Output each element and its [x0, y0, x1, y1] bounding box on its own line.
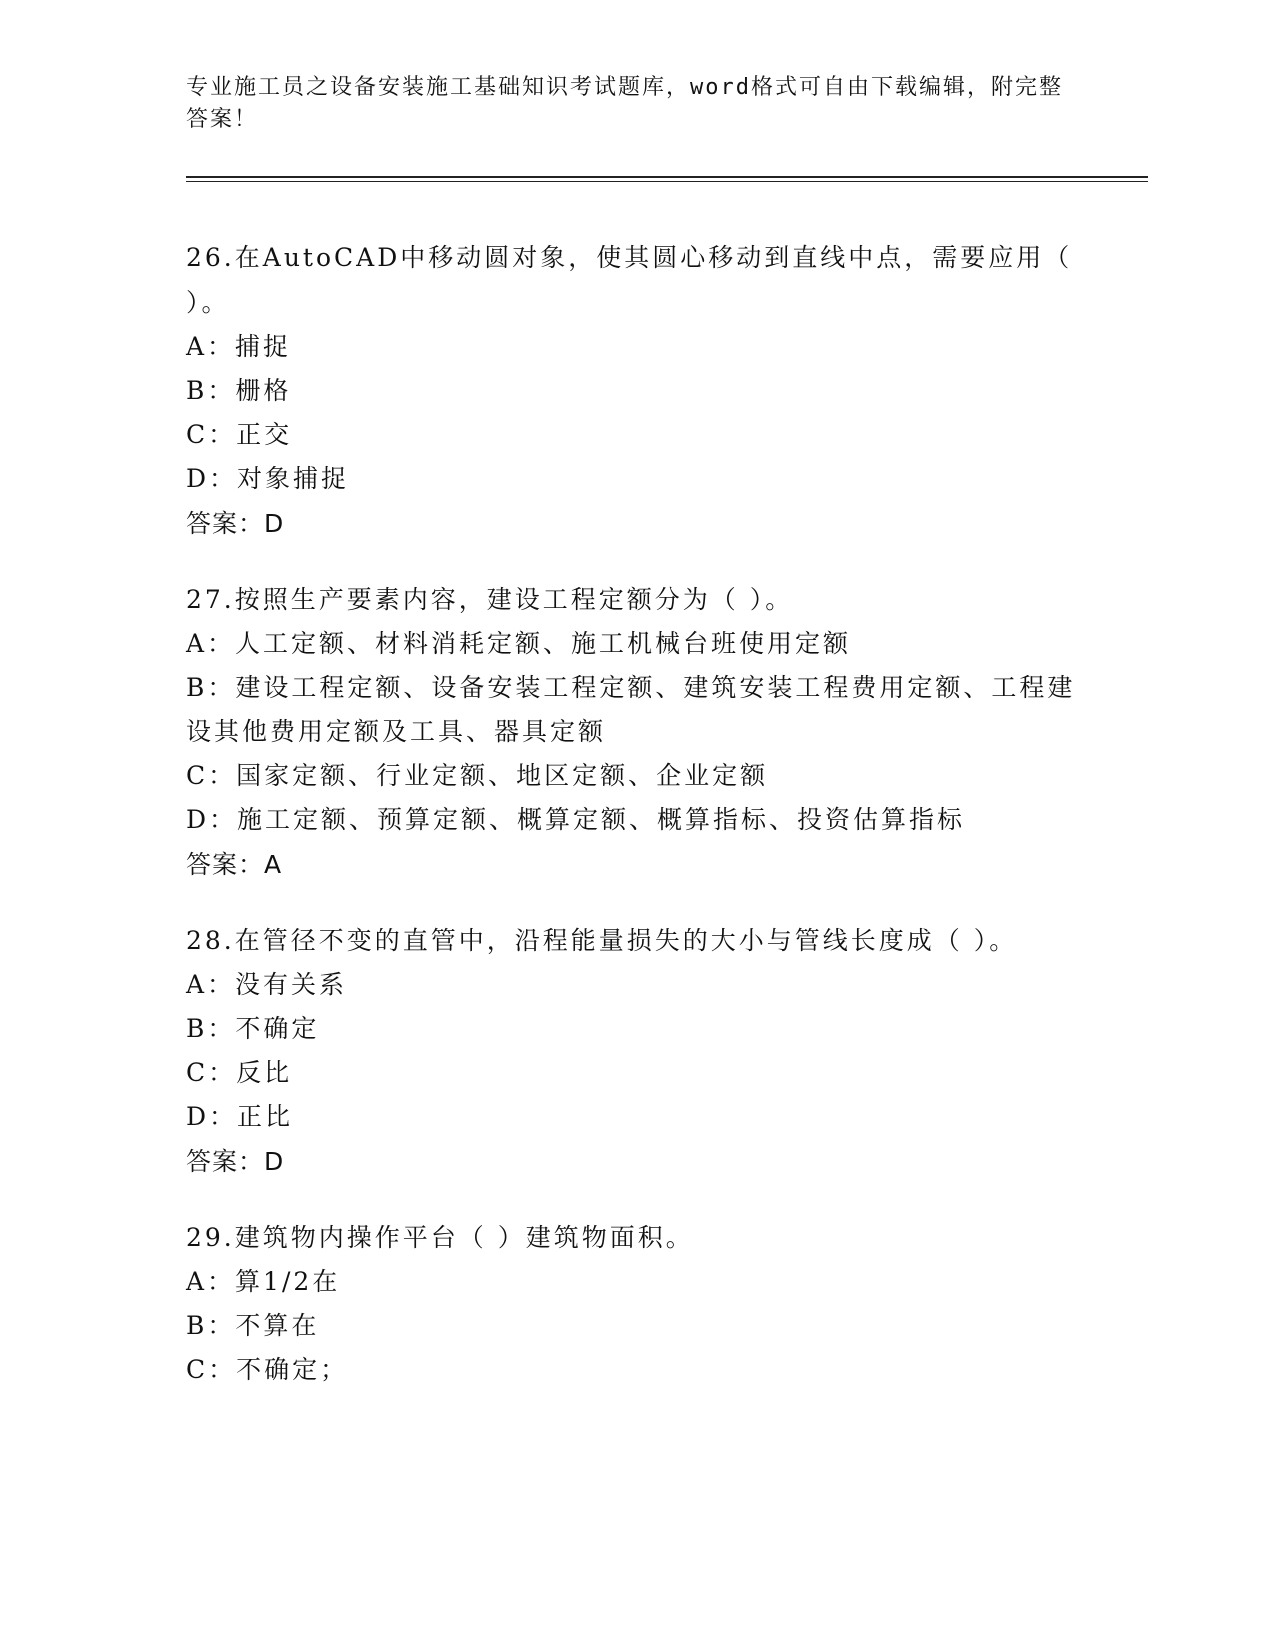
option-d: D：施工定额、预算定额、概算定额、概算指标、投资估算指标 [186, 805, 966, 834]
option-a: A：没有关系 [186, 970, 348, 999]
document-header: 专业施工员之设备安装施工基础知识考试题库，word格式可自由下载编辑，附完整答案！ [186, 75, 1063, 132]
option-c: C：正交 [186, 420, 293, 449]
question-28 [186, 918, 1076, 1185]
header-divider-thin [186, 181, 1148, 182]
option-a: A：算1/2在 [186, 1267, 341, 1296]
option-b: B：不确定 [186, 1014, 320, 1043]
option-d: D：正比 [186, 1102, 294, 1131]
answer-line: 答案：D [186, 509, 285, 538]
question-text: 26.在AutoCAD中移动圆对象，使其圆心移动到直线中点，需要应用（ ）。 [186, 243, 1073, 317]
option-b: B：栅格 [186, 376, 292, 405]
answer-line: 答案：A [186, 850, 283, 879]
answer-line: 答案：D [186, 1147, 285, 1176]
question-text: 29.建筑物内操作平台（ ）建筑物面积。 [186, 1223, 694, 1252]
option-d: D：对象捕捉 [186, 464, 350, 493]
option-c: C：不确定； [186, 1355, 349, 1384]
option-a: A：捕捉 [186, 332, 292, 361]
question-text: 27.按照生产要素内容，建设工程定额分为（ ）。 [186, 585, 794, 614]
question-list [186, 235, 1076, 1422]
option-b: B：不算在 [186, 1311, 320, 1340]
question-26 [186, 235, 1076, 547]
header-divider-thick [186, 176, 1148, 178]
option-c: C：国家定额、行业定额、地区定额、企业定额 [186, 761, 769, 790]
option-a: A：人工定额、材料消耗定额、施工机械台班使用定额 [186, 629, 852, 658]
option-b: B：建设工程定额、设备安装工程定额、建筑安装工程费用定额、工程建设其他费用定额及工具、器具定额 [186, 673, 1076, 746]
question-29 [186, 1215, 1076, 1392]
question-text: 28.在管径不变的直管中，沿程能量损失的大小与管线长度成（ ）。 [186, 926, 1018, 955]
question-27 [186, 577, 1076, 888]
option-c: C：反比 [186, 1058, 293, 1087]
